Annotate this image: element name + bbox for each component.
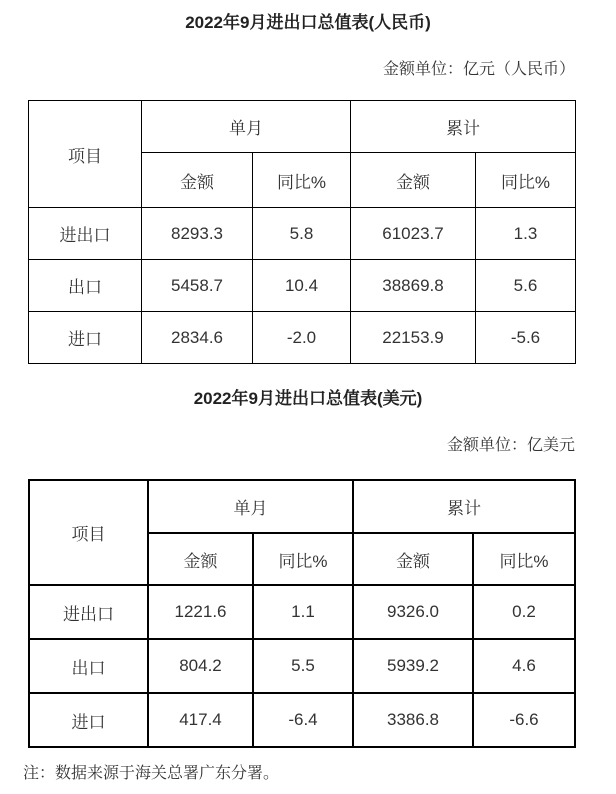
cell-cumulative-amount: 5939.2 bbox=[353, 639, 473, 693]
header-monthly-amount: 金额 bbox=[148, 533, 253, 585]
header-cumulative-amount: 金额 bbox=[353, 533, 473, 585]
header-monthly-yoy: 同比% bbox=[253, 533, 353, 585]
cell-monthly-amount: 1221.6 bbox=[148, 585, 253, 639]
table1-unit-label: 金额单位：亿元（人民币） bbox=[382, 61, 575, 78]
cell-cumulative-amount: 3386.8 bbox=[353, 693, 473, 747]
header-cumulative-amount: 金额 bbox=[351, 153, 476, 208]
cell-monthly-yoy: -2.0 bbox=[253, 312, 351, 364]
cell-cumulative-yoy: 5.6 bbox=[476, 260, 576, 312]
cell-monthly-amount: 2834.6 bbox=[142, 312, 253, 364]
cell-cumulative-amount: 61023.7 bbox=[351, 208, 476, 260]
cell-item: 进出口 bbox=[29, 208, 142, 260]
header-cumulative-yoy: 同比% bbox=[473, 533, 575, 585]
header-monthly-yoy: 同比% bbox=[253, 153, 351, 208]
table-header-row-groups bbox=[29, 480, 575, 533]
cell-item: 出口 bbox=[29, 260, 142, 312]
cell-monthly-yoy: 5.5 bbox=[253, 639, 353, 693]
header-item: 项目 bbox=[29, 101, 142, 208]
cell-monthly-yoy: -6.4 bbox=[253, 693, 353, 747]
cell-monthly-yoy: 1.1 bbox=[253, 585, 353, 639]
cell-cumulative-yoy: 0.2 bbox=[473, 585, 575, 639]
cell-monthly-amount: 5458.7 bbox=[142, 260, 253, 312]
header-monthly-group: 单月 bbox=[148, 480, 353, 533]
cell-item: 出口 bbox=[29, 639, 148, 693]
table2-title: 2022年9月进出口总值表(美元) bbox=[193, 389, 423, 408]
cell-cumulative-amount: 22153.9 bbox=[351, 312, 476, 364]
cell-cumulative-amount: 9326.0 bbox=[353, 585, 473, 639]
header-cumulative-group: 累计 bbox=[353, 480, 575, 533]
header-monthly-amount: 金额 bbox=[142, 153, 253, 208]
cell-item: 进口 bbox=[29, 312, 142, 364]
cell-cumulative-yoy: -6.6 bbox=[473, 693, 575, 747]
table-row bbox=[29, 312, 576, 364]
source-note: 注：数据来源于海关总署广东分署。 bbox=[23, 765, 280, 782]
table-row bbox=[29, 208, 576, 260]
cell-item: 进出口 bbox=[29, 585, 148, 639]
table-row bbox=[29, 693, 575, 747]
cell-cumulative-amount: 38869.8 bbox=[351, 260, 476, 312]
header-monthly-group: 单月 bbox=[142, 101, 351, 153]
table-row bbox=[29, 260, 576, 312]
cell-monthly-amount: 804.2 bbox=[148, 639, 253, 693]
header-cumulative-yoy: 同比% bbox=[476, 153, 576, 208]
cell-cumulative-yoy: 4.6 bbox=[473, 639, 575, 693]
cell-monthly-amount: 417.4 bbox=[148, 693, 253, 747]
cell-monthly-yoy: 10.4 bbox=[253, 260, 351, 312]
cell-cumulative-yoy: -5.6 bbox=[476, 312, 576, 364]
header-item: 项目 bbox=[29, 480, 148, 585]
table-row bbox=[29, 585, 575, 639]
cell-item: 进口 bbox=[29, 693, 148, 747]
usd-trade-table bbox=[28, 479, 576, 748]
cell-monthly-yoy: 5.8 bbox=[253, 208, 351, 260]
table1-title: 2022年9月进出口总值表(人民币) bbox=[185, 13, 431, 32]
rmb-trade-table bbox=[28, 100, 576, 364]
table-row bbox=[29, 639, 575, 693]
table2-unit-label: 金额单位：亿美元 bbox=[446, 437, 575, 454]
table-header-row-groups bbox=[29, 101, 576, 153]
cell-cumulative-yoy: 1.3 bbox=[476, 208, 576, 260]
header-cumulative-group: 累计 bbox=[351, 101, 576, 153]
cell-monthly-amount: 8293.3 bbox=[142, 208, 253, 260]
